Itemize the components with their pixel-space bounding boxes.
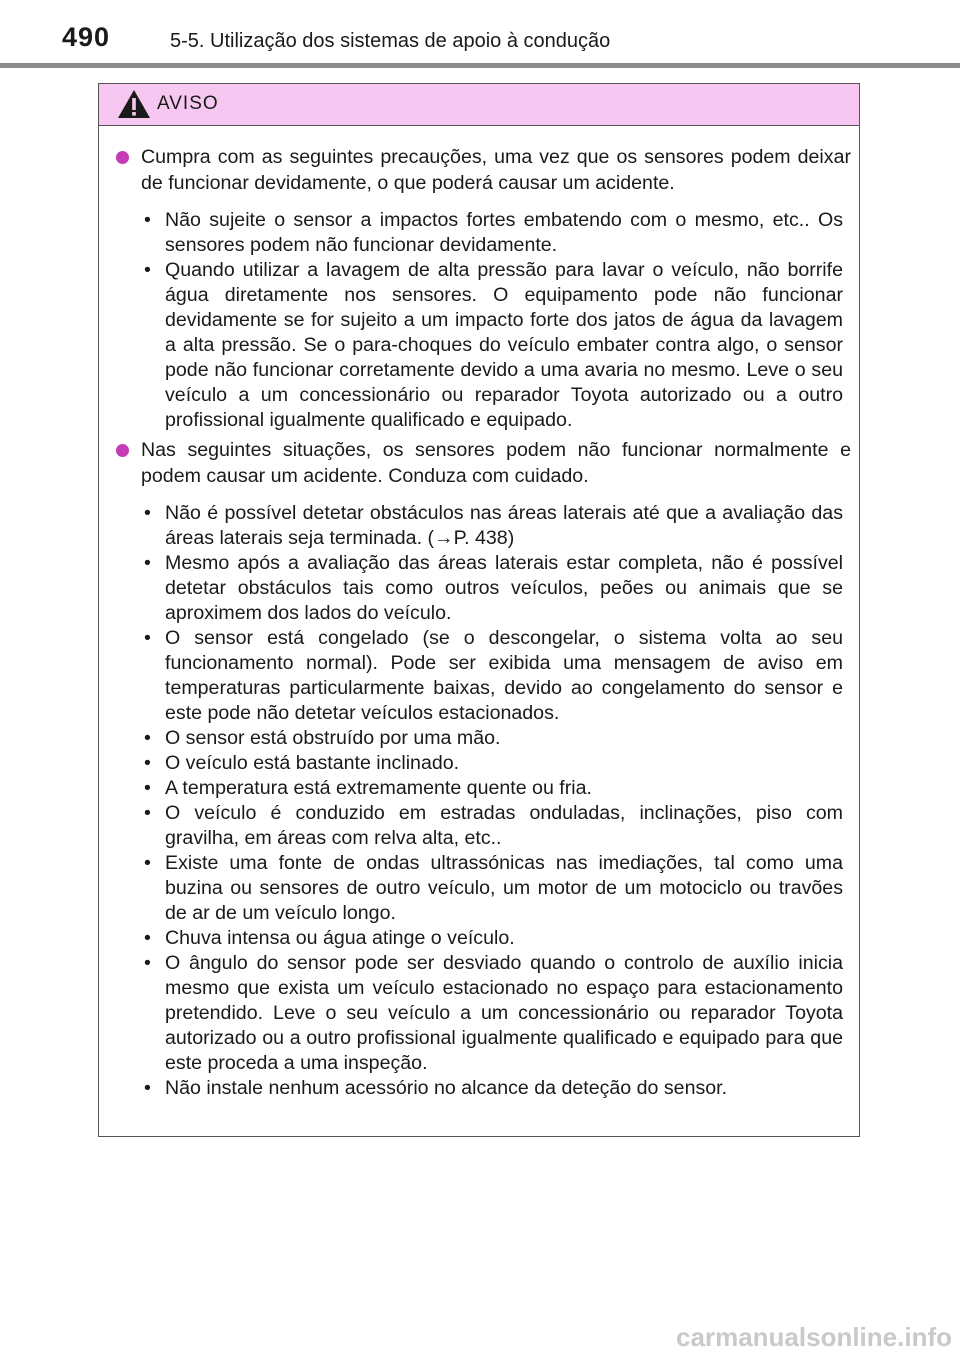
- list-item: • Não sujeite o sensor a impactos fortes embatendo com o mesmo, etc.. Os sensores podem não funcionar devidamente.: [141, 208, 851, 258]
- page-number: 490: [62, 22, 111, 52]
- page-header: [0, 0, 960, 72]
- list-item: • Não é possível detetar obstáculos nas áreas laterais até que a avaliação das áreas laterais seja terminada. (→P. 438): [141, 501, 851, 551]
- warning-sublist: [141, 501, 851, 1101]
- list-item: • Não instale nenhum acessório no alcance da deteção do sensor.: [141, 1076, 851, 1101]
- list-item: • A temperatura está extremamente quente ou fria.: [141, 776, 851, 801]
- bullet-dot-icon: [116, 444, 129, 457]
- list-item: • Quando utilizar a lavagem de alta pressão para lavar o veículo, não borrife água diretamente nos sensores. O equipamento pode não funcionar devidamente se for sujeito a um impacto forte dos jatos de água da lavagem a alta pressão. Se o para-choques do veículo embater contra algo, o sensor pode não funcionar corretamente devido a uma avaria no mesmo. Leve o seu veículo a um concessionário ou reparador Toyota autorizado ou a outro profissional igualmente qualificado e equipado.: [141, 258, 851, 433]
- warning-body: [99, 126, 859, 1101]
- list-item: • O veículo é conduzido em estradas onduladas, inclinações, piso com gravilha, em áreas com relva alta, etc..: [141, 801, 851, 851]
- warning-sublist: [141, 208, 851, 433]
- list-item: • O sensor está congelado (se o descongelar, o sistema volta ao seu funcionamento normal). Pode ser exibida uma mensagem de aviso em temperaturas particularmente baixas, devido ao congelamento do sensor e este pode não detetar veículos estacionados.: [141, 626, 851, 726]
- header-rule: [0, 63, 960, 68]
- section-title: 5-5. Utilização dos sistemas de apoio à condução: [170, 30, 611, 52]
- warning-title: AVISO: [157, 93, 219, 114]
- list-item: • O veículo está bastante inclinado.: [141, 751, 851, 776]
- warning-triangle-icon: [117, 89, 151, 119]
- warning-point-text: Nas seguintes situações, os sensores podem não funcionar normalmente e podem causar um acidente. Conduza com cuidado.: [141, 439, 851, 487]
- warning-header: [99, 84, 859, 126]
- warning-point: [113, 437, 851, 489]
- list-item: • O ângulo do sensor pode ser desviado quando o controlo de auxílio inicia mesmo que exista um veículo estacionado no espaço para estacionamento pretendido. Leve o seu veículo a um concessionário ou reparador Toyota autorizado ou a outro profissional igualmente qualificado e equipado para que este proceda a uma inspeção.: [141, 951, 851, 1076]
- list-item: • O sensor está obstruído por uma mão.: [141, 726, 851, 751]
- list-item: • Existe uma fonte de ondas ultrassónicas nas imediações, tal como uma buzina ou sensores de outro veículo, um motor de um motociclo ou travões de ar de um veículo longo.: [141, 851, 851, 926]
- bullet-dot-icon: [116, 151, 129, 164]
- warning-point: [113, 144, 851, 196]
- warning-point-text: Cumpra com as seguintes precauções, uma vez que os sensores podem deixar de funcionar devidamente, o que poderá causar um acidente.: [141, 146, 851, 194]
- list-item: • Mesmo após a avaliação das áreas laterais estar completa, não é possível detetar obstáculos tais como outros veículos, peões ou animais que se aproximem dos lados do veículo.: [141, 551, 851, 626]
- warning-box: [98, 83, 860, 1137]
- list-item: • Chuva intensa ou água atinge o veículo.: [141, 926, 851, 951]
- watermark: carmanualsonline.info: [676, 1322, 952, 1352]
